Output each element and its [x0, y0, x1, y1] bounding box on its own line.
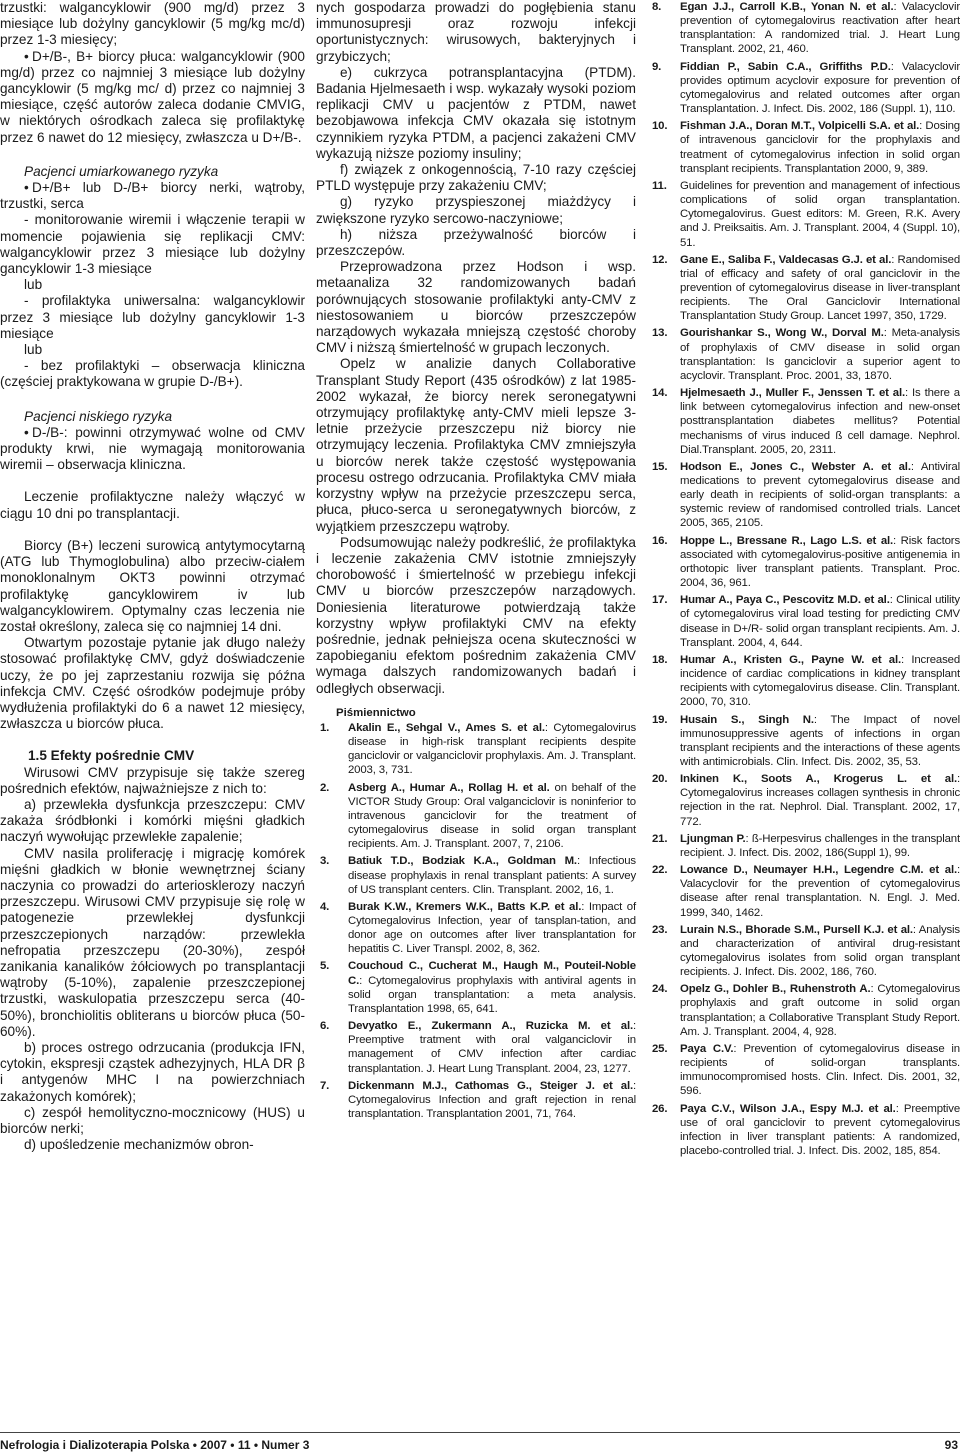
paragraph: Opelz w analizie danych Collaborative Transplant Study Report (435 ośrodków) z lat 1985-2002 wykazał, że biorcy nerek seronegatywni otrzymujący profilaktykę anty-CMV mieli lepsze 3-letnie przeżycie przeszczepu niż biorcy nie otrzymujący leczenia. Profilaktyka CMV zmniejszyła u biorców nerek także częstość występowania procesu ostrego odrzucania. Profilaktyka CMV miała korzystny wpływ na przeżycie przeszczepu serca, płuca, płuco-serca u seronegatywnych biorców, z wyjątkiem przeszczepu wątroby. — [316, 356, 636, 534]
reference-authors: Dickenmann M.J., Cathomas G., Steiger J. et al. — [348, 1079, 633, 1092]
reference-item — [316, 781, 636, 852]
reference-authors: Batiuk T.D., Bodziak K.A., Goldman M. — [348, 855, 577, 868]
reference-list — [648, 0, 960, 1158]
reference-text: : Increased incidence of cardiac complications in kidney transplant recipients with cytomegalovirus disease. Clin. Transplant. 2000, 70, 310. — [680, 653, 960, 709]
reference-text: : ß-Herpesvirus challenges in the transplant recipient. J. Infect. Dis. 2002, 186(Suppl 1), 99. — [680, 832, 960, 859]
reference-text: : Cytomegalovirus prophylaxis and graft outcome in solid organ transplantation; a Collaborative Transplant Study Report. Am. J. Transplant. 2004, 4, 928. — [680, 983, 960, 1038]
reference-text: : Meta-analysis of prophylaxis of CMV disease in solid organ transplantation: Is ganciclovir a superior agent to acyclovir. Transplant. Proc. 2001, 33, 1870. — [680, 327, 960, 382]
paragraph: Wirusowi CMV przypisuje się także szereg pośrednich efektów, najważniejsze z nich to: — [0, 764, 305, 796]
reference-item — [316, 854, 636, 896]
paragraph: lub — [24, 277, 43, 293]
reference-number: 22. — [652, 864, 668, 877]
reference-authors: Husain S., Singh N. — [680, 713, 814, 726]
reference-item — [316, 721, 636, 778]
reference-authors: Fiddian P., Sabin C.A., Griffiths P.D. — [680, 60, 891, 73]
reference-text: on behalf of the VICTOR Study Group: Oral valganciclovir is noninferior to intravenous ganciclovir for the treatment of cytomegalovirus disease in solid organ transplant recipients. Am. J. Transplant. 2007, 7, 2106. — [348, 781, 636, 851]
reference-number: 2. — [320, 781, 330, 794]
reference-number: 12. — [652, 253, 668, 266]
reference-authors: Lurain N.S., Bhorade S.M., Pursell K.J. et al. — [680, 923, 913, 936]
reference-text: : Cytomegalovirus disease in high-risk transplant recipients despite ganciclovir or valganciclovir prophylaxis. Am. J. Transplant. 2003, 3, 731. — [348, 721, 637, 777]
reference-item — [648, 0, 960, 57]
reference-number: 25. — [652, 1042, 668, 1055]
reference-text: : The Impact of novel immunosuppressive agents of infections in organ transplant recipients and the interactions of these agents with antimicrobials. Clin. Infect. Dis. 2002, 35, 53. — [680, 713, 960, 768]
reference-number: 6. — [320, 1020, 330, 1033]
reference-number: 20. — [652, 773, 668, 786]
paragraph: trzustki: walgancyklowir (900 mg/d) przez 3 miesiące lub dożylny gancyklowir (5 mg/kg mc/d) przez 1-3 miesięcy; — [0, 0, 305, 48]
reference-text: : Cytomegalovirus increases collagen synthesis in chronic rejection in the rat. Nephrol. Dial. Transplant. 2002, 17, 772. — [680, 773, 960, 828]
reference-authors: Egan J.J., Carroll K.B., Yonan N. et al. — [680, 1, 894, 13]
reference-item — [648, 593, 960, 650]
reference-item — [648, 982, 960, 1039]
reference-number: 13. — [652, 327, 668, 340]
reference-item — [648, 460, 960, 531]
reference-item — [648, 713, 960, 770]
reference-number: 19. — [652, 713, 668, 726]
reference-list — [316, 721, 636, 1121]
reference-authors: Lowance D., Neumayer H.H., Legendre C.M. et al. — [680, 864, 957, 877]
reference-text: : Valacyclovir for the prevention of cytomegalovirus disease after renal transplantation. N. Engl. J. Med. 1999, 340, 1462. — [680, 864, 960, 919]
reference-authors: Paya C.V., Wilson J.A., Espy M.J. et al. — [680, 1102, 896, 1115]
paragraph: - bez profilaktyki – obserwacja kliniczna (częściej praktykowana w grupie D-/B+). — [0, 358, 305, 390]
reference-authors: Hodson E., Jones C., Webster A. et al. — [680, 460, 911, 473]
paragraph: g) ryzyko przyspieszonej miażdżycy i zwiększone ryzyko sercowo-naczyniowe; — [316, 194, 636, 226]
reference-item — [316, 900, 636, 957]
reference-authors: Ljungman P. — [680, 832, 746, 845]
reference-item — [648, 923, 960, 980]
references-heading: Piśmiennictwo — [336, 706, 416, 719]
reference-item — [648, 253, 960, 324]
reference-text: : Preemptive use of oral ganciclovir to prevent cytomegalovirus infection in liver transplant patients: A randomized, placebo-controlled trial. J. Infect. Dis. 2002, 185, 854. — [680, 1102, 960, 1158]
paragraph: nych gospodarza prowadzi do pogłębienia stanu immunosupresji oraz rozwoju infekcji oportunistycznych: wirusowych, bakteryjnych i grzybiczych; — [316, 0, 636, 64]
paragraph: h) niższa przeżywalność biorców i przeszczepów. — [316, 226, 636, 259]
reference-text: : Clinical utility of cytomegalovirus viral load testing for predicting CMV disease in D+/R- solid organ transplant recipients. Am. J. Transplant. 2004, 4, 644. — [680, 594, 960, 649]
reference-text: : Cytomegalovirus prophylaxis with antiviral agents in solid organ transplantation: a meta analysis. Transplantation 1998, 65, 641. — [348, 974, 636, 1015]
bullet-item — [0, 49, 305, 146]
reference-authors: Burak K.W., Kremers W.K., Batts K.P. et al. — [348, 900, 582, 913]
paragraph: - monitorowanie wiremii i włączenie terapii w momencie pojawienia się replikacji CMV: walgancyklowir przez 3 miesiące lub dożylny gancyklowir 1-3 miesiące — [0, 212, 305, 277]
paragraph: - profilaktyka uniwersalna: walgancyklowir przez 3 miesiące lub dożylny gancyklowir 1-3 miesiące — [0, 293, 305, 341]
reference-number: 23. — [652, 923, 668, 936]
reference-item — [648, 832, 960, 860]
paragraph: c) zespół hemolityczno-mocznicowy (HUS) u biorców nerki; — [0, 1104, 305, 1136]
paragraph: f) związek z onkogennością, 7-10 razy częściej PTLD występuje przy zakażeniu CMV; — [316, 162, 636, 194]
bullet-item — [0, 180, 305, 212]
reference-text: : Risk factors associated with cytomegalovirus-positive antigenemia in orthotopic liver transplant patients. Transplant. Proc. 2004, 36, 961. — [680, 534, 960, 590]
reference-number: 5. — [320, 960, 330, 973]
reference-authors: Humar A., Kristen G., Payne W. et al. — [680, 653, 901, 666]
journal-name: Nefrologia i Dializoterapia Polska • 2007 • 11 • Numer 3 — [0, 1438, 310, 1452]
reference-item — [316, 959, 636, 1016]
reference-text: : Impact of Cytomegalovirus Infection, year of tansplan-tation, and donor age on outcomes after liver transplantation for hepatitis C. Liver Transpl. 2002, 8, 362. — [348, 900, 636, 956]
reference-text: : Valacyclovir prevention of cytomegalovirus reactivation after heart transplantation: A randomized trial. J. Heart Lung Transplant. 2002, 21, 460. — [680, 1, 960, 56]
bullet-text: D+/B-, B+ biorcy płuca: walgancyklowir (900 mg/d) przez co najmniej 3 miesiące lub dożylny gancyklowir (5 mg/kg mc/ d) przez co najmniej 3 miesiące, część autorów zaleca dodanie CMVIG, w niektórych ośrodkach zaleca się profilaktykę przez 6 nawet do 12 miesięcy, zwłaszcza u D+/B-. — [0, 48, 305, 145]
reference-text: : Antiviral medications to prevent cytomegalovirus disease and early death in recipients of solid-organ transplants: a systemic review of randomised controlled trials. Lancet 2005, 365, 2105. — [680, 460, 960, 530]
reference-item — [648, 179, 960, 250]
reference-item — [316, 1079, 636, 1121]
paragraph: Otwartym pozostaje pytanie jak długo należy stosować profilaktykę CMV, gdyż doświadczenie uczy, że po jej zaprzestaniu rozwija się późna infekcja CMV. Część ośrodków podejmuje próby wydłużenia profilaktyki do 6 a nawet 12 miesięcy, zwłaszcza u biorców płuca. — [0, 635, 305, 732]
column-middle — [316, 0, 636, 1124]
reference-text: : Prevention of cytomegalovirus disease in recipients of solid-organ transplants. immunocompromised hosts. Clin. Infect. Dis. 2001, 32, 596. — [680, 1042, 960, 1098]
column-left — [0, 0, 305, 1153]
reference-text: : Cytomegalovirus Infection and graft rejection in renal transplantation. Transplantation 2001, 71, 764. — [348, 1079, 636, 1120]
reference-number: 16. — [652, 534, 668, 547]
reference-number: 10. — [652, 120, 668, 133]
reference-text: : Valacyclovir provides optimum acyclovir exposure for prevention of cytomegalovirus and related outcomes after organ Transplantation. J. Infect. Dis. 2002, 186 (Suppl. 1), 110. — [680, 60, 960, 116]
paragraph: d) upośledzenie mechanizmów obron- — [24, 1137, 254, 1153]
reference-authors: Gourishankar S., Wong W., Dorval M. — [680, 327, 884, 340]
reference-number: 9. — [652, 60, 662, 73]
paragraph: a) przewlekła dysfunkcja przeszczepu: CMV zakaża śródbłonki i komórki mięśni gładkich naczyń wywołując przewlekłe zapalenie; — [0, 796, 305, 845]
reference-item — [648, 1102, 960, 1159]
reference-item — [648, 653, 960, 710]
footer-divider — [0, 1432, 960, 1433]
reference-number: 21. — [652, 832, 668, 845]
bullet-item — [0, 425, 305, 474]
reference-item — [316, 1019, 636, 1076]
reference-authors: Opelz G., Dohler B., Ruhenstroth A. — [680, 983, 871, 996]
reference-authors: Hjelmesaeth J., Muller F., Jenssen T. et al. — [680, 387, 906, 400]
reference-number: 17. — [652, 594, 668, 607]
reference-number: 18. — [652, 653, 668, 666]
reference-text: : Preemptive tratment with oral valganciclovir in management of CMV infection after cardiac transplantation. J. Heart Lung Transplant. 2004, 23, 1277. — [348, 1020, 636, 1075]
reference-authors: Gane E., Saliba F., Valdecasas G.J. et al. — [680, 253, 892, 266]
reference-number: 4. — [320, 900, 330, 913]
reference-item — [648, 772, 960, 829]
paragraph: Leczenie profilaktyczne należy włączyć w ciągu 10 dni po transplantacji. — [0, 489, 305, 521]
reference-authors: Akalin E., Sehgal V., Ames S. et al. — [348, 721, 545, 734]
reference-number: 7. — [320, 1079, 330, 1092]
reference-authors: Hoppe L., Bressane R., Lago L.S. et al. — [680, 534, 894, 547]
reference-text: : Infectious disease prophylaxis in renal transplant patients: A survey of US transplant centers. Clin. Transplant. 2002, 16, 1. — [348, 855, 636, 896]
paragraph: Podsumowując należy podkreślić, że profilaktyka i leczenie zakażenia CMV istotnie zmniejszyły chorobowość i śmiertelność w przebiegu infekcji CMV u biorców przeszczepów narządowych. Doniesienia literaturowe potwierdzają także korzystny wpływ profilaktyki CMV na efekty pośrednie, jednak pełniejsza ocena skuteczności w zapobieganiu efektom pośrednim zakażenia CMV wymaga dalszych randomizowanych badań i odległych obserwacji. — [316, 534, 636, 696]
reference-authors: Couchoud C., Cucherat M., Haugh M., Pouteil-Noble C. — [348, 960, 636, 987]
reference-item — [648, 1042, 960, 1099]
reference-item — [648, 386, 960, 457]
reference-authors: Humar A., Paya C., Pescovitz M.D. et al. — [680, 594, 890, 607]
paragraph: CMV nasila proliferację i migrację komórek mięśni gładkich w błonie wewnętrznej ściany naczynia co prowadzi do arteriosklerozy naczyń przeszczepu. Wirusowi CMV przypisuje się rolę w patogenezie przewlekłej dysfunkcji przeszczepionych narządów: przewlekła nefropatia przeszczepu (20-30%), zespół zanikania kanalików żółciowych po transplantacji wątroby (5-10%), zapalenie przeszczepionej trzustki, waskulopatia przeszczepu serca (40-50%), bronchiolitis obliterans u biorców płuca (50-60%). — [0, 845, 305, 1039]
reference-number: 3. — [320, 855, 330, 868]
reference-item — [648, 534, 960, 591]
reference-number: 1. — [320, 721, 330, 734]
reference-item — [648, 863, 960, 920]
reference-authors: Devyatko E., Zukermann A., Ruzicka M. et al. — [348, 1020, 633, 1033]
subheading-moderate-risk: Pacjenci umiarkowanego ryzyka — [24, 163, 219, 179]
reference-text: : Dosing of intravenous ganciclovir for the prophylaxis and treatment of cytomegalovirus infection in solid organ transplant recipients. Transplantation 2000, 9, 389. — [680, 120, 960, 175]
reference-text: Guidelines for prevention and management of infectious complications of solid organ transplantation. Cytomegalovirus. Guest editors: M. Green, R.K. Avery and J. Preiksaitis. Am. J. Transplant. 2004, 4 (Suppl. 10), 51. — [680, 179, 960, 249]
reference-number: 14. — [652, 387, 668, 400]
page-number: 93 — [944, 1438, 958, 1452]
reference-authors: Inkinen K., Soots A., Krogerus L. et al. — [680, 773, 957, 786]
reference-text: : Randomised trial of efficacy and safety of oral ganciclovir in the prevention of cytomegalovirus disease in liver-transplant recipients. The Oral Ganciclovir International Transplantation Study Group. Lancet 1997, 350, 1729. — [680, 253, 960, 323]
paragraph: e) cukrzyca potransplantacyjna (PTDM). Badania Hjelmesaeth i wsp. wykazały wysoki poziom replikacji CMV u pacjentów z PTDM, nawet bezobjawowa infekcja CMV okazała się istotnym czynnikiem ryzyka PTDM, a pacjenci zakażeni CMV wykazują niższe poziomy insuliny; — [316, 64, 636, 161]
column-right — [648, 0, 960, 1161]
reference-number: 15. — [652, 460, 668, 473]
reference-authors: Fishman J.A., Doran M.T., Volpicelli S.A. et al. — [680, 120, 920, 133]
reference-text: : Is there a link between cytomegalovirus infection and new-onset posttransplantation diabetes mellitus? Potential mechanisms of virus induced ß cell damage. Nephrol. Dial.Transplant. 2005, 20, 2311. — [680, 387, 960, 456]
reference-item — [648, 326, 960, 383]
bullet-text: D-/B-: powinni otrzymywać wolne od CMV produkty krwi, nie wymagają monitorowania wiremii – obserwacja kliniczna. — [0, 424, 305, 473]
reference-item — [648, 119, 960, 176]
paragraph: b) proces ostrego odrzucania (produkcja IFN, cytokin, ekspresji cząstek adhezyjnych, HLA DR β i antygenów MHC I na powierzchniach zakażonych komórek); — [0, 1039, 305, 1104]
reference-number: 26. — [652, 1102, 668, 1115]
reference-text: : Analysis and characterization of antiviral drug-resistant cytomegalovirus isolates from solid organ transplant recipients. J. Infect. Dis. 2002, 186, 760. — [680, 923, 960, 979]
reference-number: 8. — [652, 1, 662, 13]
reference-authors: Paya C.V. — [680, 1042, 734, 1055]
paragraph: Przeprowadzona przez Hodson i wsp. metaanaliza 32 randomizowanych badań porównujących stosowanie profilaktyki anty-CMV z niestosowaniem u biorców przeszczepów narządowych wykazała mniejszą częstość choroby CMV i niższą śmiertelność w grupach leczonych. — [316, 259, 636, 356]
reference-authors: Asberg A., Humar A., Rollag H. et al. — [348, 781, 550, 794]
reference-number: 11. — [652, 179, 667, 192]
page-footer — [0, 1438, 960, 1456]
reference-number: 24. — [652, 983, 668, 996]
paragraph: lub — [24, 342, 43, 358]
bullet-text: D+/B+ lub D-/B+ biorcy nerki, wątroby, trzustki, serca — [0, 180, 305, 212]
paragraph: Biorcy (B+) leczeni surowicą antytymocytarną (ATG lub Thymoglobulina) albo przeciw-ciałem monoklonalnym OKT3 powinni otrzymać profilaktykę gancyklowirem iv lub walgancyklowirem. Optymalny czas leczenia nie został określony, zaleca się co najmniej 14 dni. — [0, 537, 305, 634]
subheading-low-risk: Pacjenci niskiego ryzyka — [24, 408, 173, 424]
reference-item — [648, 60, 960, 117]
section-heading: 1.5 Efekty pośrednie CMV — [28, 748, 195, 764]
